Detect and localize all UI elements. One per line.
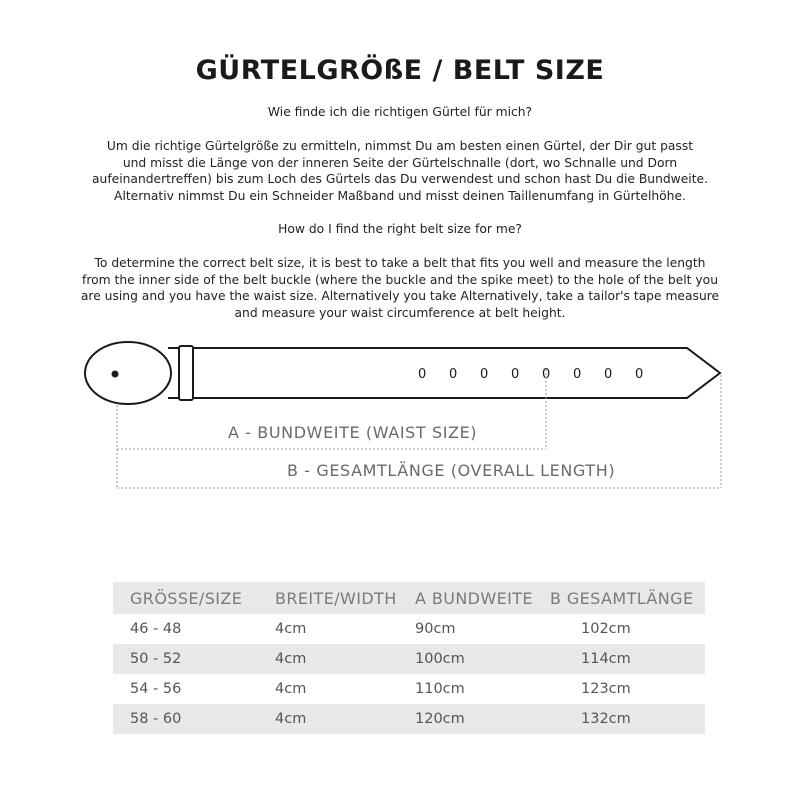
table-row [113, 644, 705, 674]
cell-size: 46 - 48 [130, 621, 182, 637]
page-title: GÜRTELGRÖßE / BELT SIZE [195, 55, 605, 86]
question-english: How do I find the right belt size for me? [278, 222, 522, 236]
paragraph-german-line: aufeinandertreffen) bis zum Loch des Gürtels das Du verwendest und schon hast Du die Bundweite. [91, 172, 708, 187]
belt-hole: 0 [418, 367, 427, 382]
belt-keeper [179, 346, 193, 400]
waist-size-label: A - BUNDWEITE (WAIST SIZE) [228, 423, 478, 442]
paragraph-german-line: Alternativ nimmst Du ein Schneider Maßband und misst deinen Taillenumfang in Gürtelhöhe. [114, 188, 686, 203]
belt-hole: 0 [542, 367, 551, 382]
cell-length: 123cm [581, 681, 631, 697]
paragraph-german-line: und misst die Länge von der inneren Seite der Gürtelschnalle (dort, wo Schnalle und Dorn [122, 155, 678, 170]
cell-width: 4cm [275, 704, 415, 734]
paragraph-english-line: from the inner side of the belt buckle (where the buckle and the spike meet) to the hole of the belt you [82, 272, 718, 287]
belt-hole: 0 [449, 367, 458, 382]
belt-hole: 0 [511, 367, 520, 382]
belt-hole: 0 [573, 367, 582, 382]
overall-length-label: B - GESAMTLÄNGE (OVERALL LENGTH) [287, 461, 616, 480]
column-header-width: BREITE/WIDTH [275, 582, 415, 614]
column-header-waist: A BUNDWEITE [415, 582, 550, 614]
table-row [113, 614, 705, 644]
belt-hole: 0 [604, 367, 613, 382]
belt-hole: 0 [635, 367, 644, 382]
table-row [113, 704, 705, 734]
question-german: Wie finde ich die richtigen Gürtel für mich? [267, 105, 533, 119]
cell-width: 4cm [275, 681, 307, 697]
paragraph-german [60, 138, 740, 204]
column-header-size: GRÖSSE/SIZE [113, 582, 275, 614]
paragraph-english [60, 255, 740, 321]
belt-hole: 0 [480, 367, 489, 382]
cell-length: 132cm [550, 704, 705, 734]
table-row [113, 674, 705, 704]
size-table [113, 582, 705, 734]
buckle-prong-icon [112, 371, 119, 378]
cell-length: 114cm [550, 644, 705, 674]
cell-waist: 90cm [415, 621, 456, 637]
cell-waist: 120cm [415, 704, 550, 734]
cell-size: 50 - 52 [113, 644, 275, 674]
cell-size: 54 - 56 [130, 681, 182, 697]
paragraph-english-line: To determine the correct belt size, it is best to take a belt that fits you well and measure the length [94, 256, 706, 270]
cell-waist: 110cm [415, 681, 465, 697]
cell-length: 102cm [581, 621, 631, 637]
table-header-row [113, 582, 705, 614]
cell-size: 58 - 60 [113, 704, 275, 734]
paragraph-english-line: and measure your waist circumference at belt height. [234, 305, 566, 320]
cell-width: 4cm [275, 644, 415, 674]
belt-buckle [85, 342, 171, 404]
cell-waist: 100cm [415, 644, 550, 674]
column-header-length: B GESAMTLÄNGE [550, 582, 705, 614]
paragraph-english-line: are using and you have the waist size. Alternatively you take Alternatively, take a tailor's tape measure [80, 289, 720, 304]
cell-width: 4cm [275, 621, 307, 637]
paragraph-german-line: Um die richtige Gürtelgröße zu ermitteln, nimmst Du am besten einen Gürtel, der Dir gut passt [106, 139, 694, 153]
